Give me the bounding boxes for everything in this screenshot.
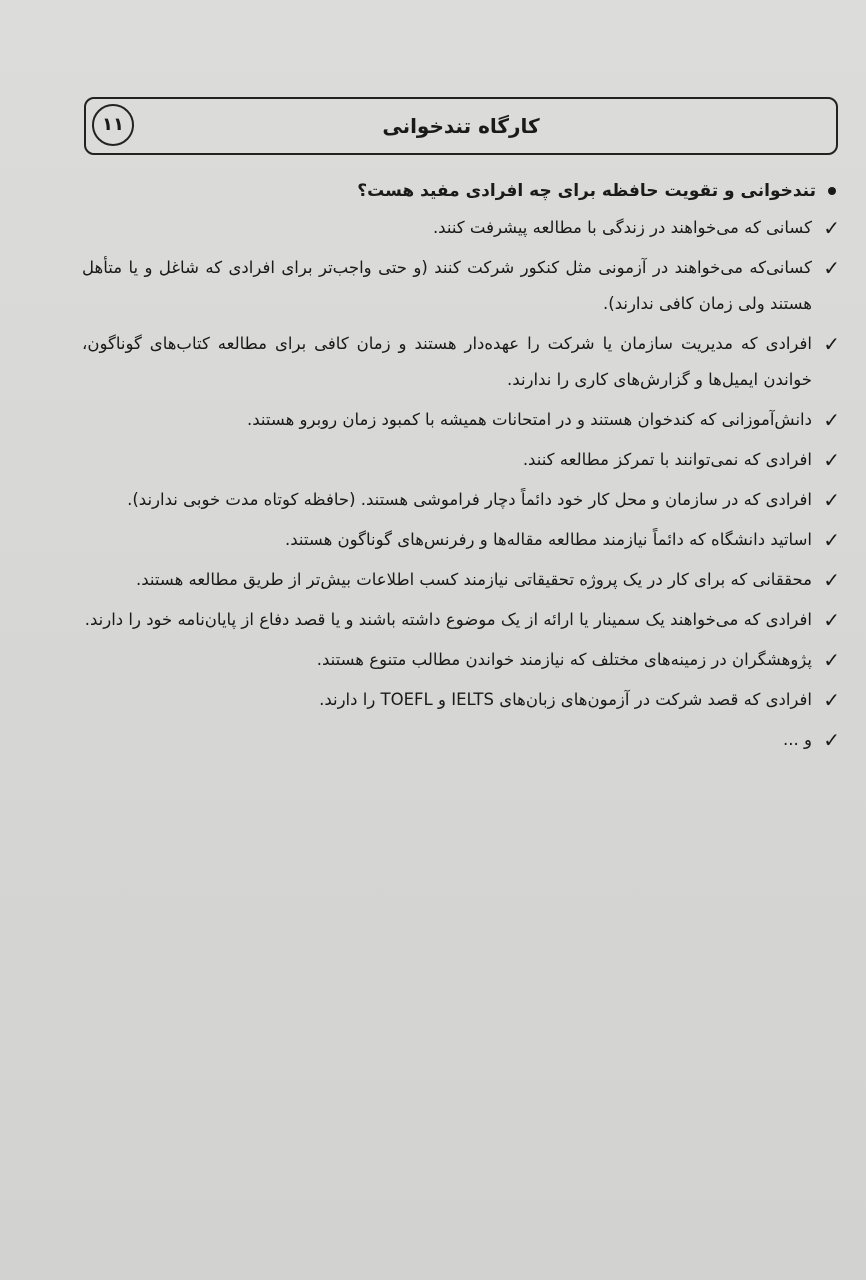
section-heading-text: تندخوانی و تقویت حافظه برای چه افرادی مفید هست؟ <box>357 181 816 201</box>
chapter-title: کارگاه تندخوانی <box>382 114 540 138</box>
list-item-text: کسانی‌که می‌خواهند در آزمونی مثل کنکور شرکت کنند (و حتی واجب‌تر برای افرادی که شاغل و یا متأهل هستند ولی زمان کافی ندارند). <box>82 258 812 313</box>
list-item-text: افرادی که قصد شرکت در آزمون‌های زبان‌های IELTS و TOEFL را دارند. <box>319 690 812 709</box>
checkmark-icon: ✓ <box>823 332 840 356</box>
list-item-text: افرادی که نمی‌توانند با تمرکز مطالعه کنند. <box>522 450 812 469</box>
checkmark-icon: ✓ <box>823 688 840 712</box>
page-number: ۱۱ <box>92 104 134 146</box>
list-item-text: دانش‌آموزانی که کندخوان هستند و در امتحانات همیشه با کمبود زمان روبرو هستند. <box>246 410 812 429</box>
checkmark-icon: ✓ <box>823 608 840 632</box>
checkmark-icon: ✓ <box>823 256 840 280</box>
checkmark-icon: ✓ <box>823 528 840 552</box>
checkmark-icon: ✓ <box>823 408 840 432</box>
benefit-list <box>80 210 840 758</box>
list-item <box>80 210 840 246</box>
list-item-text: پژوهشگران در زمینه‌های مختلف که نیازمند خواندن مطالب متنوع هستند. <box>316 650 812 669</box>
list-item <box>80 682 840 718</box>
list-item <box>80 482 840 518</box>
bullet-dot-icon <box>828 187 836 195</box>
list-item-text: افرادی که در سازمان و محل کار خود دائماً دچار فراموشی هستند. (حافظه کوتاه مدت خوبی ندارند). <box>127 490 812 509</box>
list-item-text: محققانی که برای کار در یک پروژه تحقیقاتی نیازمند کسب اطلاعات بیش‌تر از طریق مطالعه هستند. <box>136 570 812 589</box>
section-heading <box>80 176 840 206</box>
list-item-text: و ... <box>783 730 812 749</box>
list-item <box>80 602 840 638</box>
checkmark-icon: ✓ <box>823 448 840 472</box>
list-item <box>80 250 840 322</box>
list-item <box>80 642 840 678</box>
checkmark-icon: ✓ <box>823 488 840 512</box>
list-item <box>80 562 840 598</box>
list-item <box>80 442 840 478</box>
checkmark-icon: ✓ <box>823 216 840 240</box>
list-item <box>80 326 840 398</box>
list-item-text: کسانی که می‌خواهند در زندگی با مطالعه پیشرفت کنند. <box>432 218 812 237</box>
checkmark-icon: ✓ <box>823 728 840 752</box>
list-item-text: افرادی که مدیریت سازمان یا شرکت را عهده‌دار هستند و زمان کافی برای مطالعه کتاب‌های گوناگون، خواندن ایمیل‌ها و گزارش‌های کاری را ندارند. <box>82 334 812 389</box>
list-item-text: افرادی که می‌خواهند یک سمینار یا ارائه از یک موضوع داشته باشند و یا قصد دفاع از پایان‌نامه خود را دارند. <box>84 610 812 629</box>
list-item <box>80 402 840 438</box>
checkmark-icon: ✓ <box>823 568 840 592</box>
main-content <box>80 176 840 762</box>
list-item-text: اساتید دانشگاه که دائماً نیازمند مطالعه مقاله‌ها و رفرنس‌های گوناگون هستند. <box>284 530 812 549</box>
list-item <box>80 722 840 758</box>
chapter-header-box <box>84 97 838 155</box>
list-item <box>80 522 840 558</box>
checkmark-icon: ✓ <box>823 648 840 672</box>
